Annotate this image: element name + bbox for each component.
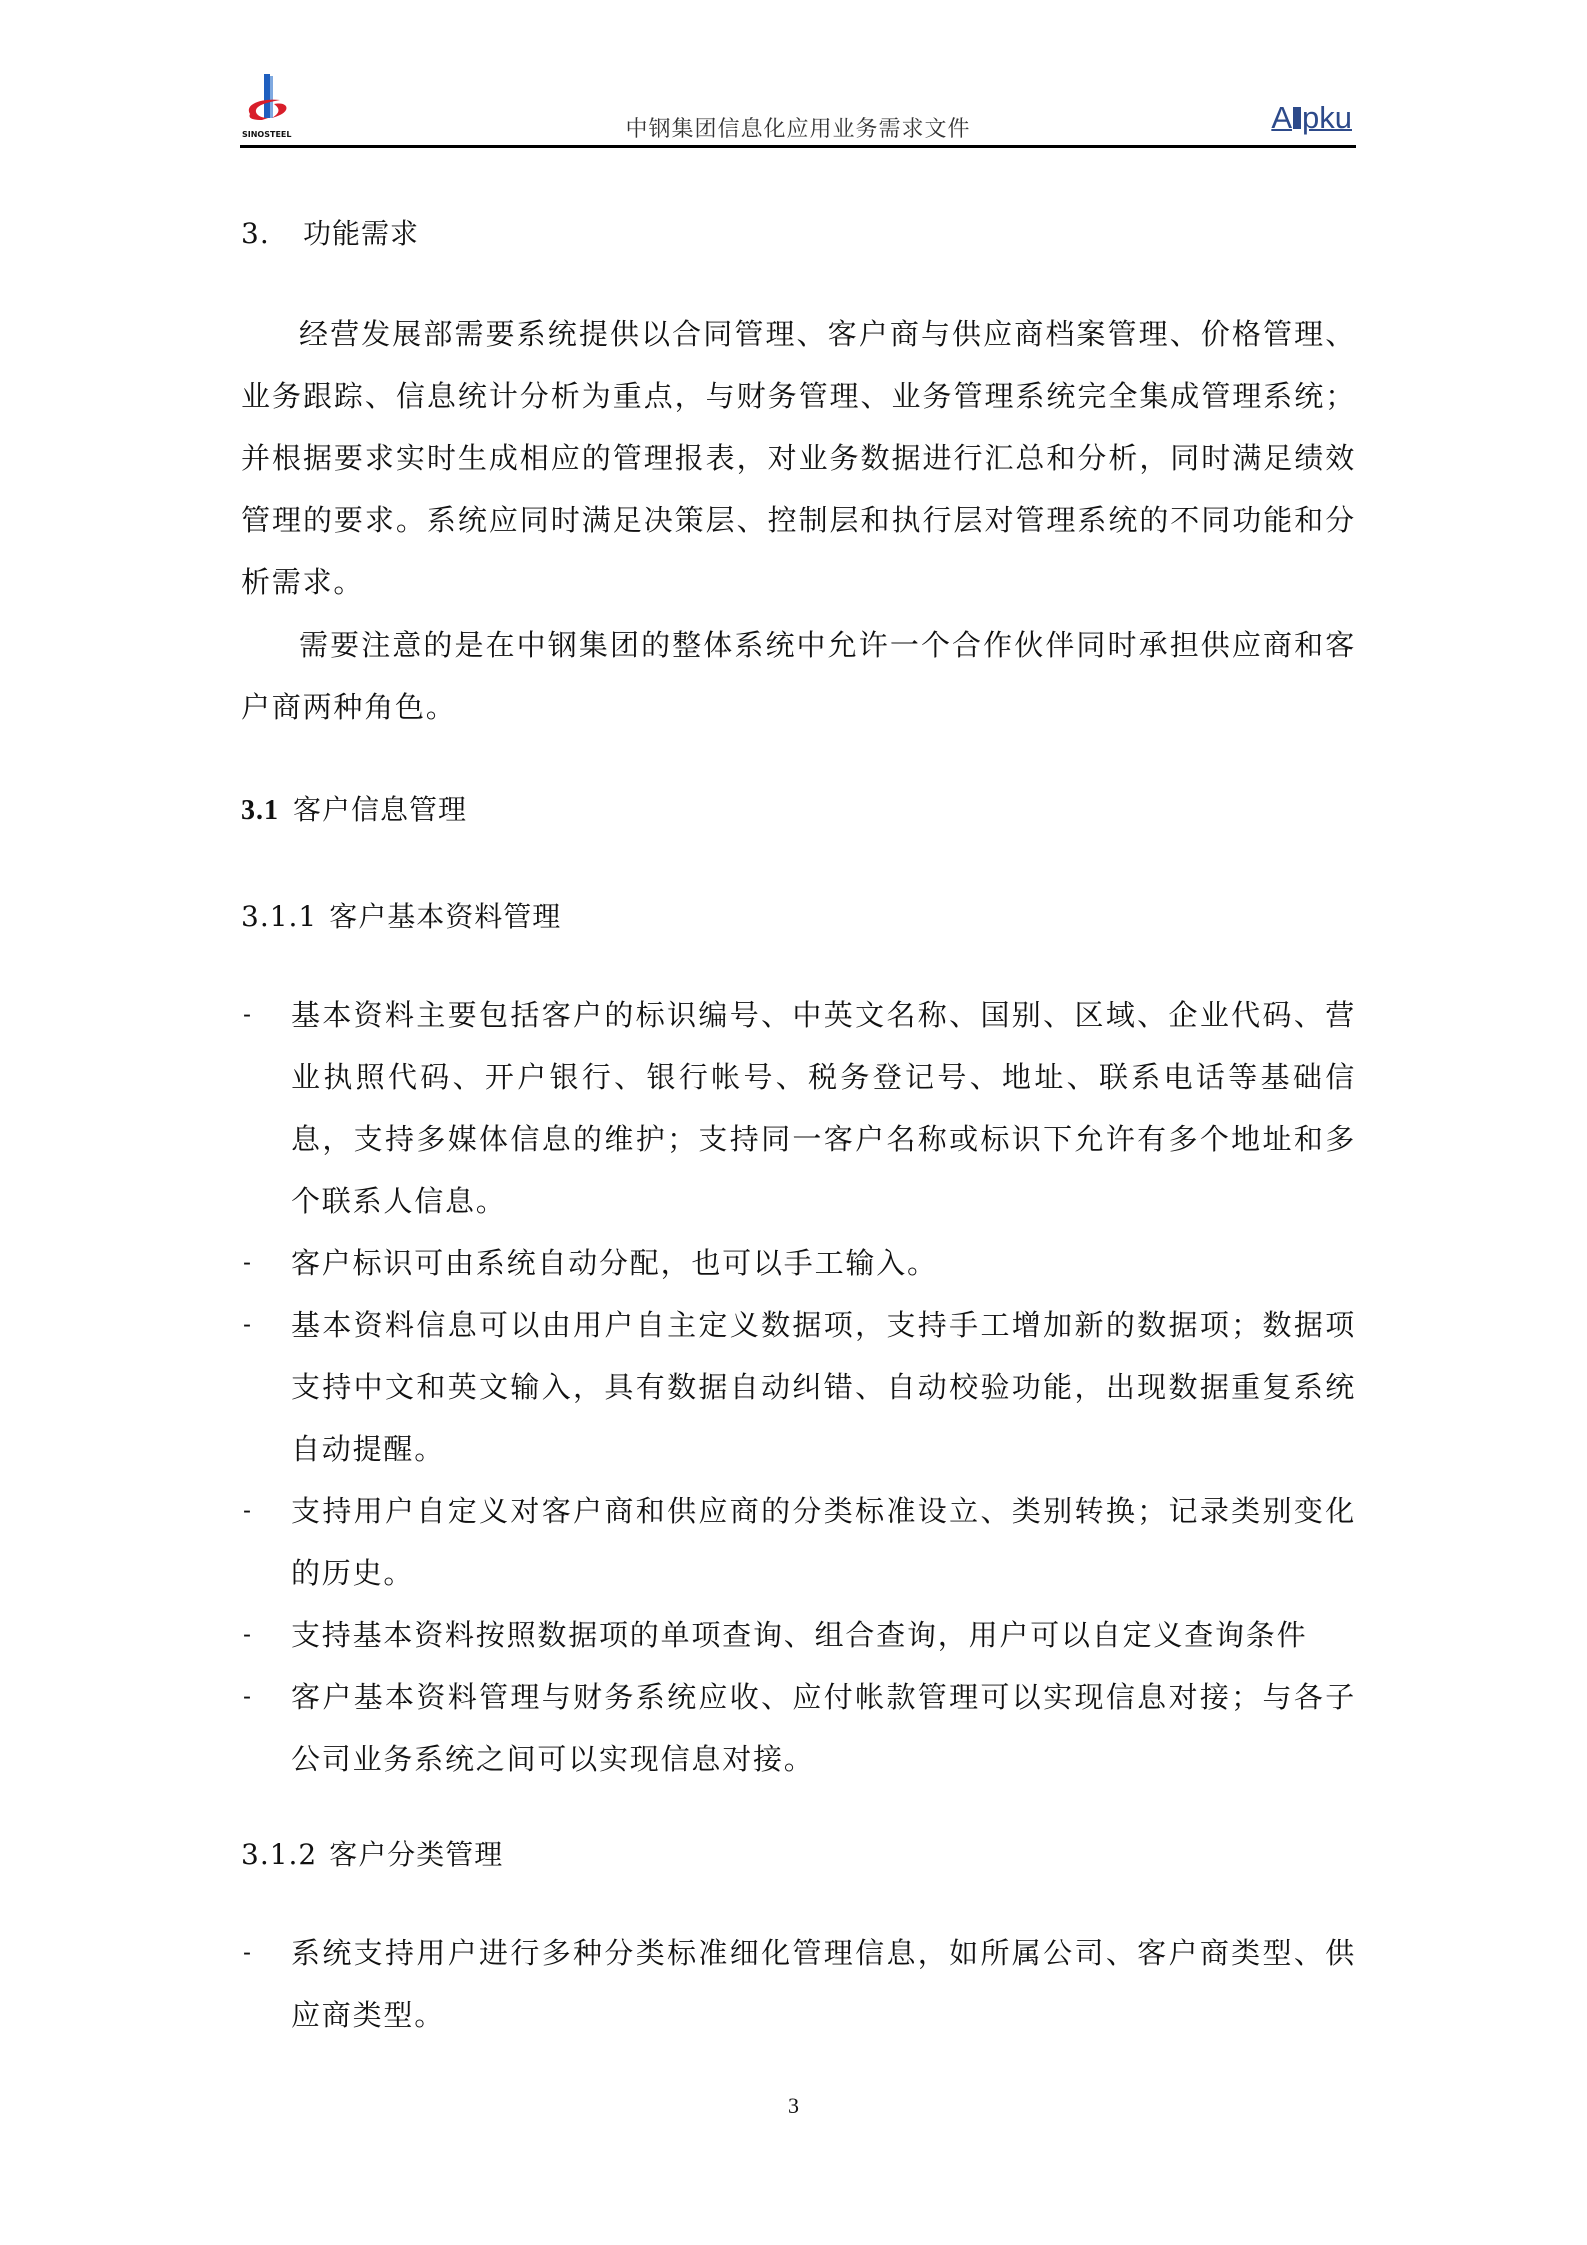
list-item [241,1666,1356,1790]
list-item-text: 客户基本资料管理与财务系统应收、应付帐款管理可以实现信息对接；与各子公司业务系统之间可以实现信息对接。 [291,1680,1356,1776]
list-item-text: 支持用户自定义对客户商和供应商的分类标准设立、类别转换；记录类别变化的历史。 [291,1494,1356,1590]
alpku-logo-bar-icon [1293,107,1301,129]
page-header [240,70,1356,148]
list-item-text: 系统支持用户进行多种分类标准细化管理信息，如所属公司、客户商类型、供应商类型。 [291,1936,1356,2032]
sinosteel-logo-text: SINOSTEEL [242,130,292,139]
customer-classification-list [241,1922,1356,2046]
list-item-text: 支持基本资料按照数据项的单项查询、组合查询，用户可以自定义查询条件 [291,1618,1308,1652]
section-paragraph-1: 经营发展部需要系统提供以合同管理、客户商与供应商档案管理、价格管理、业务跟踪、信息统计分析为重点，与财务管理、业务管理系统完全集成管理系统；并根据要求实时生成相应的管理报表，对业务数据进行汇总和分析，同时满足绩效管理的要求。系统应同时满足决策层、控制层和执行层对管理系统的不同功能和分析需求。 [241,317,1356,599]
section-number: 3. [241,217,270,250]
subsection-title: 客户分类管理 [329,1838,504,1871]
subsection-number: 3.1 [241,795,279,826]
list-item-text: 基本资料主要包括客户的标识编号、中英文名称、国别、区域、企业代码、营业执照代码、开户银行、银行帐号、税务登记号、地址、联系电话等基础信息，支持多媒体信息的维护；支持同一客户名称或标识下允许有多个地址和多个联系人信息。 [291,998,1356,1218]
subsection-title: 客户信息管理 [293,793,468,826]
list-marker: - [243,1249,253,1276]
list-item-text: 客户标识可由系统自动分配，也可以手工输入。 [291,1246,938,1280]
list-item [241,1922,1356,2046]
list-marker: - [243,1939,253,1966]
customer-basic-info-list [241,984,1356,1790]
list-item-text: 基本资料信息可以由用户自主定义数据项，支持手工增加新的数据项；数据项支持中文和英文输入，具有数据自动纠错、自动校验功能，出现数据重复系统自动提醒。 [291,1308,1356,1466]
alpku-logo-text-a: A [1271,100,1293,135]
list-marker: - [243,1621,253,1648]
list-marker: - [243,1311,253,1338]
section-title: 功能需求 [303,217,420,250]
alpku-logo-text-b: pku [1302,100,1352,135]
list-item [241,1294,1356,1480]
document-title: 中钢集团信息化应用业务需求文件 [625,117,971,142]
list-item [241,1232,1356,1294]
subsection-heading-3-1-2 [241,1833,503,1873]
list-item [241,984,1356,1232]
list-marker: - [243,1683,253,1710]
subsection-number: 3.1.1 [241,900,318,933]
subsection-number: 3.1.2 [241,1838,318,1871]
subsection-heading-3-1 [241,788,467,828]
section-heading [241,212,419,252]
list-item [241,1604,1356,1666]
section-paragraph-2: 需要注意的是在中钢集团的整体系统中允许一个合作伙伴同时承担供应商和客户商两种角色。 [241,628,1356,724]
list-item [241,1480,1356,1604]
list-marker: - [243,1497,253,1524]
alpku-logo [1271,100,1352,136]
subsection-heading-3-1-1 [241,895,561,935]
page-number: 3 [788,2093,799,2118]
subsection-title: 客户基本资料管理 [329,900,562,933]
list-marker: - [243,1001,253,1028]
